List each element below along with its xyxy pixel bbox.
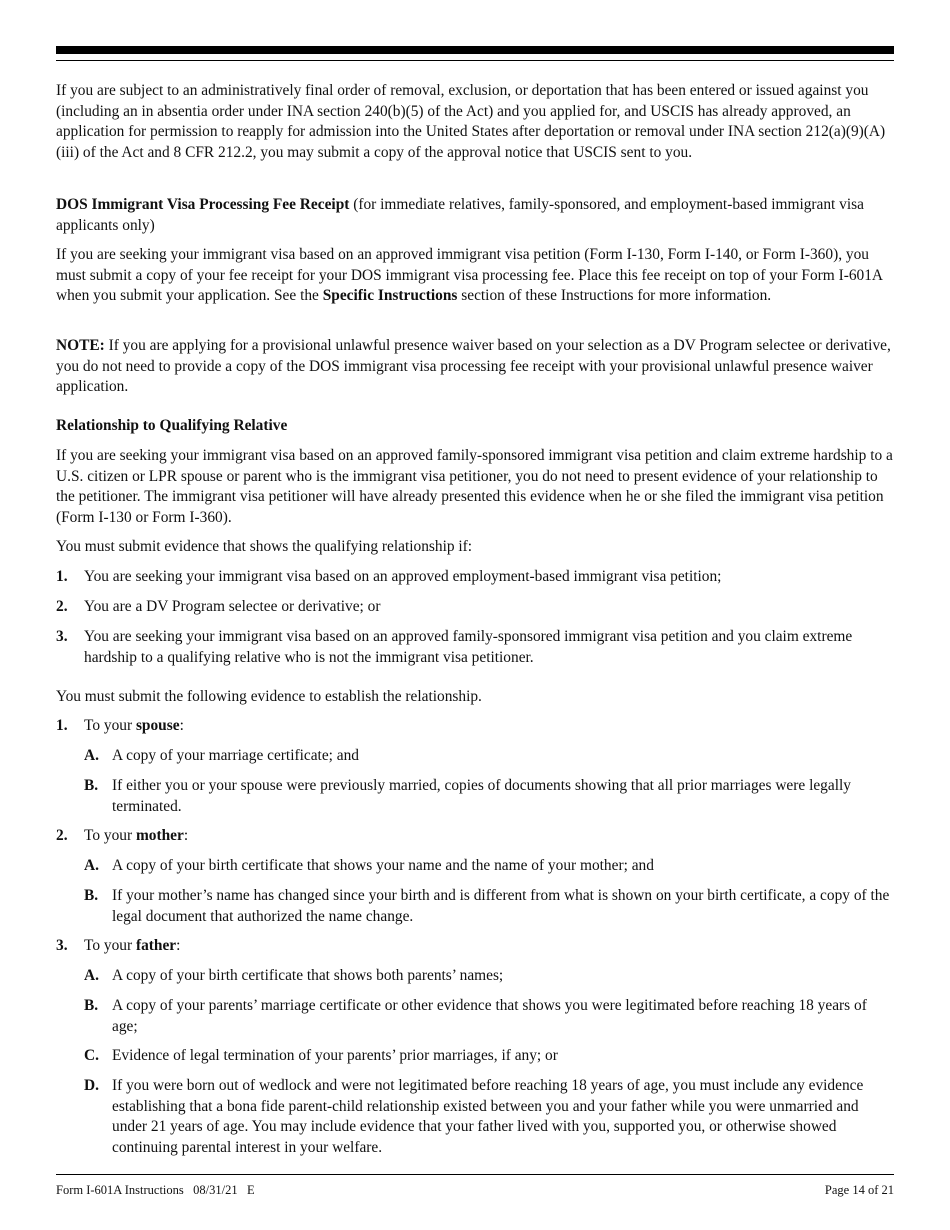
evidence-letter: D. [84,1077,99,1094]
relationship-paragraph: If you are seeking your immigrant visa based on an approved family-sponsored immigrant visa petition and claim extreme hardship to a U.S. citizen or LPR spouse or parent who is the immigrant visa petitioner, you do not need to present evidence of your relationship to the petitioner. The immigrant visa petitioner will have already presented this evidence when he or she filed the immigrant visa petition (Form I-130 or Form I-360). [56,447,893,526]
evidence-letter: B. [84,997,99,1014]
evidence-suffix: : [176,937,181,954]
evidence-letter: A. [84,967,99,984]
evidence-spouse [84,716,894,737]
evidence-item: Evidence of legal termination of your parents’ prior marriages, if any; or [112,1047,558,1064]
evidence-prefix: To your [84,827,136,844]
header-thin-rule [56,60,894,61]
evidence-prefix: To your [84,717,136,734]
condition-text: You are a DV Program selectee or derivative; or [84,598,381,615]
evidence-item: If either you or your spouse were previously married, copies of documents showing that all prior marriages were legally terminated. [112,777,851,815]
evidence-prefix: To your [84,937,136,954]
condition-number: 2. [56,598,68,615]
condition-number: 1. [56,568,68,585]
dos-paragraph-text-a: If you are seeking your immigrant visa based on an approved immigrant visa petition (Form I-130, Form I-140, or Form I-360), you must submit a copy of your fee receipt for your DOS immigrant visa processing fee. Place this fee receipt on top of your Form I-601A when you submit your application. See the [56,246,883,304]
dos-note [56,336,894,398]
evidence-number: 2. [56,827,68,844]
evidence-father [84,936,894,957]
specific-instructions-ref: Specific Instructions [322,287,458,304]
evidence-letter: B. [84,887,99,904]
evidence-mother [84,826,894,847]
evidence-relation: mother [135,827,184,844]
evidence-number: 1. [56,717,68,734]
evidence-relation: father [135,937,177,954]
evidence-item: If you were born out of wedlock and were not legitimated before reaching 18 years of age, you must include any evidence establishing that a bona fide parent-child relationship existed between you and your father while you were unmarried and under 21 years of age. You may include evidence that your father lived with you, supported you, or otherwise showed continuing parental interest in your welfare. [112,1077,864,1156]
footer-page-number: Page 14 of 21 [824,1183,894,1197]
evidence-suffix: : [179,717,184,734]
dos-section-heading-note: (for immediate relatives, family-sponsored, and employment-based immigrant visa applicants only) [56,196,864,234]
footer-form-id: Form I-601A Instructions 08/31/21 E [56,1183,255,1197]
note-text: If you are applying for a provisional unlawful presence waiver based on your selection as a DV Program selectee or derivative, you do not need to provide a copy of the DOS immigrant visa processing fee receipt with your provisional unlawful presence waiver application. [56,337,891,395]
condition-text: You are seeking your immigrant visa based on an approved employment-based immigrant visa petition; [84,568,722,585]
evidence-item: A copy of your parents’ marriage certificate or other evidence that shows you were legitimated before reaching 18 years of age; [112,997,867,1035]
dos-section-heading-line [56,195,894,236]
evidence-item: If your mother’s name has changed since your birth and is different from what is shown on your birth certificate, a copy of the legal document that authorized the name change. [112,887,890,925]
header-thick-rule [56,46,894,54]
note-label: NOTE: [56,337,105,354]
evidence-relation: spouse [135,717,180,734]
evidence-letter: A. [84,857,99,874]
evidence-letter: C. [84,1047,99,1064]
evidence-number: 3. [56,937,68,954]
evidence-suffix: : [183,827,189,844]
relationship-heading: Relationship to Qualifying Relative [56,417,288,434]
evidence-item: A copy of your birth certificate that shows your name and the name of your mother; and [112,857,654,874]
dos-section-heading: DOS Immigrant Visa Processing Fee Receipt [56,196,350,213]
evidence-letter: B. [84,777,99,794]
qualifying-intro: You must submit evidence that shows the qualifying relationship if: [56,538,473,555]
evidence-item: A copy of your birth certificate that shows both parents’ names; [112,967,504,984]
dos-paragraph-text-b: section of these Instructions for more information. [457,287,772,304]
evidence-item: A copy of your marriage certificate; and [112,747,359,764]
condition-text: You are seeking your immigrant visa based on an approved family-sponsored immigrant visa petition and you claim extreme hardship to a qualifying relative who is not the immigrant visa petitioner. [84,628,853,666]
evidence-letter: A. [84,747,99,764]
dos-paragraph [56,245,894,307]
intro-paragraph: If you are subject to an administratively final order of removal, exclusion, or deportation that has been entered or issued against you (including an in absentia order under INA section 240(b)(5) of the Act) and you applied for, and USCIS has already approved, an application for permission to reapply for admission into the United States after deportation or removal under INA section 212(a)(9)(A)(iii) of the Act and 8 CFR 212.2, you may submit a copy of the approval notice that USCIS sent to you. [56,82,886,161]
evidence-intro: You must submit the following evidence to establish the relationship. [56,688,482,705]
footer-rule [56,1174,894,1175]
condition-number: 3. [56,628,68,645]
